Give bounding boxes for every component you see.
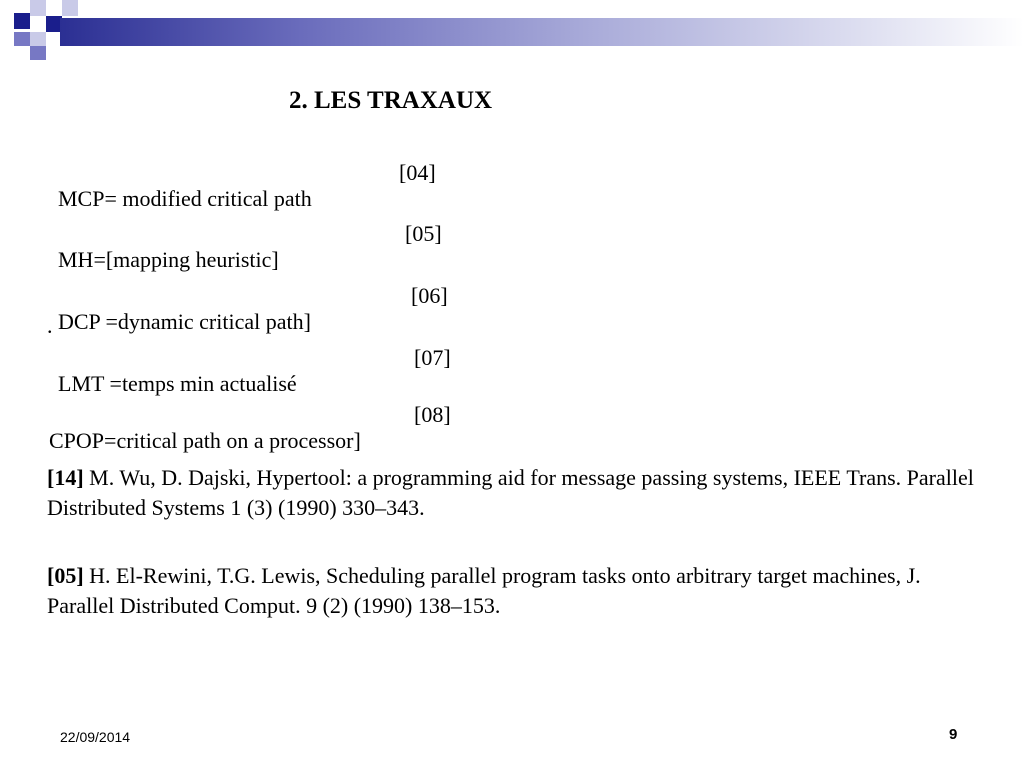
list-item-label: MCP= modified critical path bbox=[58, 186, 312, 211]
deco-square bbox=[30, 32, 46, 46]
header-gradient-band bbox=[60, 18, 1024, 46]
page-number: 9 bbox=[949, 726, 958, 743]
reference-entry bbox=[47, 561, 987, 621]
list-item-ref: [06] bbox=[411, 283, 448, 308]
deco-square bbox=[14, 32, 30, 46]
list-item-ref: [04] bbox=[399, 160, 436, 185]
deco-square bbox=[30, 46, 46, 60]
reference-text: M. Wu, D. Dajski, Hypertool: a programming aid for message passing systems, IEEE Trans. Parallel Distributed Systems 1 (3) (1990) 330–343. bbox=[47, 465, 974, 520]
footer-date: 22/09/2014 bbox=[60, 729, 131, 745]
list-item-label: LMT =temps min actualisé bbox=[58, 371, 297, 396]
deco-square bbox=[30, 0, 46, 16]
list-item-label: MH=[mapping heuristic] bbox=[58, 247, 279, 272]
reference-text: H. El-Rewini, T.G. Lewis, Scheduling parallel program tasks onto arbitrary target machines, J. Parallel Distributed Comput. 9 (2) (1990) 138–153. bbox=[47, 563, 921, 618]
list-item-label: DCP =dynamic critical path] bbox=[58, 309, 311, 334]
reference-tag: [05] bbox=[47, 563, 84, 588]
stray-dot: . bbox=[47, 313, 53, 338]
deco-square bbox=[62, 0, 78, 16]
reference-tag: [14] bbox=[47, 465, 84, 490]
list-item-ref: [05] bbox=[405, 221, 442, 246]
list-item-ref: [08] bbox=[414, 402, 451, 427]
reference-entry bbox=[47, 463, 987, 523]
list-item-label: CPOP=critical path on a processor] bbox=[49, 428, 361, 453]
slide-title: 2. LES TRAXAUX bbox=[289, 87, 493, 114]
list-item-ref: [07] bbox=[414, 345, 451, 370]
deco-square bbox=[14, 13, 30, 29]
